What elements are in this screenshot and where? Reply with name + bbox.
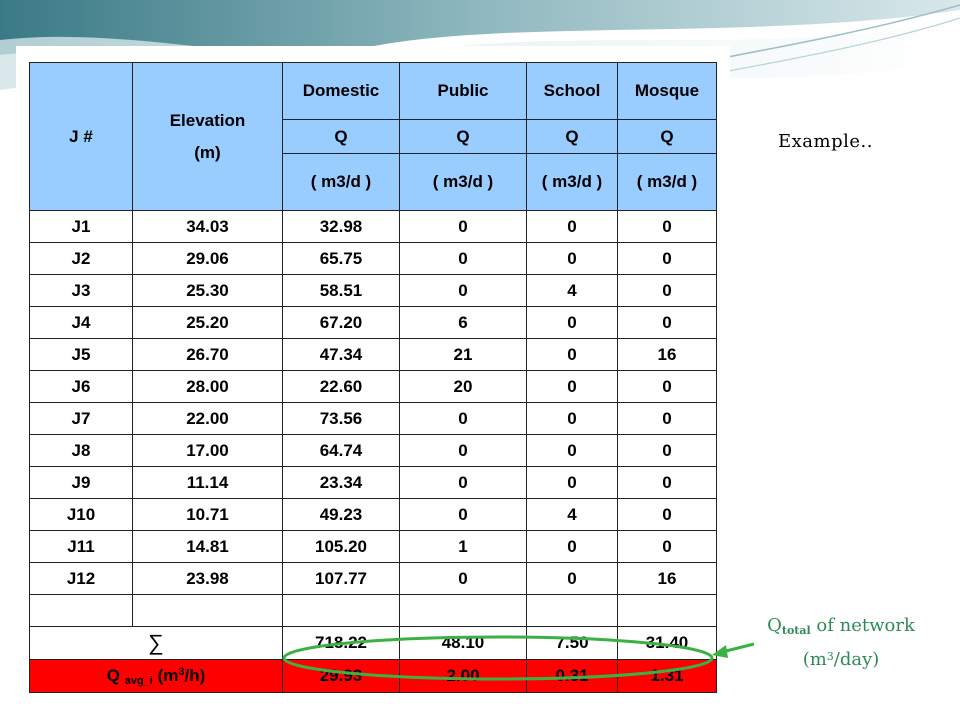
cell-elevation: 25.20 [133,307,283,339]
qtotal-line1 [736,613,946,644]
cell-public: 20 [400,371,527,403]
demand-table [29,62,717,693]
table-row [30,403,717,435]
avg-school: 0.31 [527,660,618,693]
header-junction: J # [30,63,133,211]
example-label: Example.. [778,131,873,152]
table-row [30,243,717,275]
cell-domestic: 23.34 [283,467,400,499]
qtotal-unit-pre: (m [802,649,827,670]
cell-mosque: 16 [618,339,717,371]
header-q-school: Q [527,120,618,154]
cell-elevation: 26.70 [133,339,283,371]
table-row [30,499,717,531]
table-row [30,211,717,243]
cell-elevation: 22.00 [133,403,283,435]
qtotal-unit-post: /day) [833,649,880,670]
cell-junction: J4 [30,307,133,339]
cell-junction: J2 [30,243,133,275]
cell-elevation: 23.98 [133,563,283,595]
sum-symbol: ∑ [30,627,283,660]
header-unit-domestic: ( m3/d ) [283,154,400,211]
cell-public: 0 [400,243,527,275]
cell-elevation: 14.81 [133,531,283,563]
header-elevation [133,63,283,211]
cell-junction: J1 [30,211,133,243]
cell-elevation: 34.03 [133,211,283,243]
cell-junction: J9 [30,467,133,499]
table-row [30,563,717,595]
avg-mosque: 1.31 [618,660,717,693]
cell-elevation: 29.06 [133,243,283,275]
cell-domestic: 65.75 [283,243,400,275]
cell-public: 0 [400,467,527,499]
cell-school: 0 [527,531,618,563]
table-row [30,531,717,563]
cell-school: 0 [527,211,618,243]
cell-public: 21 [400,339,527,371]
avg-label-sub: avg_i [124,674,153,687]
cell-mosque: 0 [618,499,717,531]
avg-label-unit-pre: (m [157,665,179,685]
cell-junction: J11 [30,531,133,563]
cell-domestic: 105.20 [283,531,400,563]
table-row [30,435,717,467]
header-unit-mosque: ( m3/d ) [618,154,717,211]
header-mosque: Mosque [618,63,717,120]
table-row [30,307,717,339]
table-row [30,467,717,499]
cell-mosque: 0 [618,275,717,307]
cell-public: 0 [400,435,527,467]
cell-junction: J3 [30,275,133,307]
header-public: Public [400,63,527,120]
qtotal-rest: of network [816,615,915,636]
cell-mosque: 0 [618,403,717,435]
cell-school: 4 [527,499,618,531]
cell-domestic: 22.60 [283,371,400,403]
qtotal-sub: total [781,624,811,637]
cell-domestic: 67.20 [283,307,400,339]
cell-school: 0 [527,339,618,371]
cell-elevation: 28.00 [133,371,283,403]
cell-elevation: 10.71 [133,499,283,531]
cell-school: 0 [527,467,618,499]
cell-elevation: 11.14 [133,467,283,499]
cell-domestic: 49.23 [283,499,400,531]
cell-mosque: 16 [618,563,717,595]
qtotal-q: Q [767,615,782,636]
cell-elevation: 17.00 [133,435,283,467]
cell-junction: J5 [30,339,133,371]
cell-mosque: 0 [618,243,717,275]
cell-public: 0 [400,275,527,307]
avg-domestic: 29.93 [283,660,400,693]
cell-domestic: 58.51 [283,275,400,307]
cell-public: 0 [400,563,527,595]
qtotal-annotation [736,613,946,673]
avg-public: 2.00 [400,660,527,693]
cell-public: 1 [400,531,527,563]
avg-label [30,660,283,693]
cell-school: 0 [527,371,618,403]
header-q-mosque: Q [618,120,717,154]
avg-label-unit-sup: 3 [178,665,185,678]
empty-row [30,595,717,627]
header-elevation-unit: (m) [194,142,221,162]
cell-domestic: 32.98 [283,211,400,243]
sum-public: 48.10 [400,627,527,660]
cell-domestic: 64.74 [283,435,400,467]
cell-junction: J7 [30,403,133,435]
cell-mosque: 0 [618,307,717,339]
avg-label-unit-post: /h) [184,665,206,685]
avg-label-q: Q [106,665,120,685]
cell-school: 0 [527,243,618,275]
cell-mosque: 0 [618,211,717,243]
header-school: School [527,63,618,120]
cell-school: 0 [527,307,618,339]
cell-domestic: 73.56 [283,403,400,435]
sum-mosque: 31.40 [618,627,717,660]
cell-junction: J8 [30,435,133,467]
cell-school: 0 [527,403,618,435]
header-unit-public: ( m3/d ) [400,154,527,211]
cell-public: 0 [400,403,527,435]
qtotal-unit-sup: 3 [826,650,834,663]
cell-school: 0 [527,435,618,467]
cell-mosque: 0 [618,531,717,563]
cell-mosque: 0 [618,371,717,403]
header-elevation-label: Elevation [169,110,246,130]
cell-domestic: 107.77 [283,563,400,595]
header-unit-school: ( m3/d ) [527,154,618,211]
cell-elevation: 25.30 [133,275,283,307]
cell-school: 4 [527,275,618,307]
cell-mosque: 0 [618,467,717,499]
table-row [30,371,717,403]
cell-junction: J10 [30,499,133,531]
sum-row [30,627,717,660]
cell-junction: J12 [30,563,133,595]
avg-row [30,660,717,693]
cell-school: 0 [527,563,618,595]
cell-mosque: 0 [618,435,717,467]
table-row [30,339,717,371]
sum-school: 7.50 [527,627,618,660]
cell-public: 0 [400,499,527,531]
header-q-public: Q [400,120,527,154]
header-domestic: Domestic [283,63,400,120]
header-q-domestic: Q [283,120,400,154]
table-row [30,275,717,307]
cell-junction: J6 [30,371,133,403]
sum-domestic: 718.22 [283,627,400,660]
cell-public: 0 [400,211,527,243]
qtotal-line2 [736,644,946,673]
cell-domestic: 47.34 [283,339,400,371]
cell-public: 6 [400,307,527,339]
